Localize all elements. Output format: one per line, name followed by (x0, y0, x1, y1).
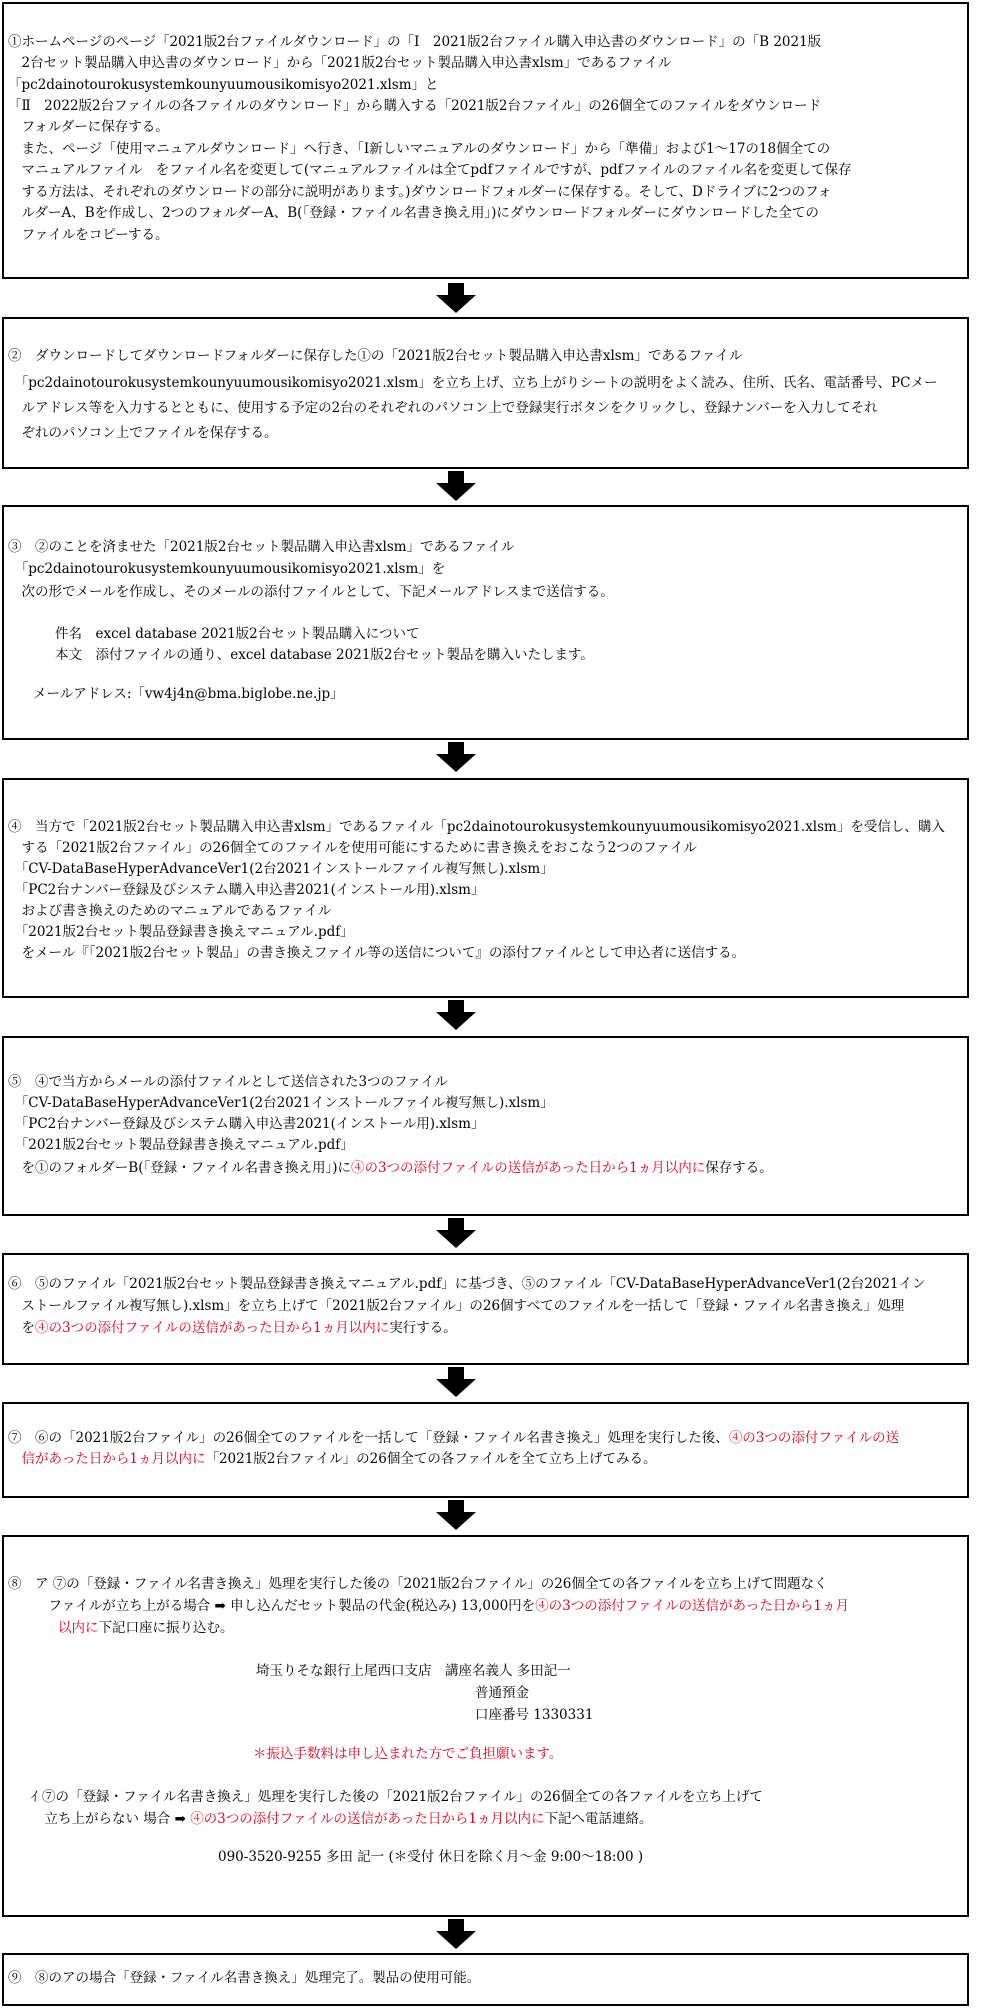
down-arrow-icon (436, 1500, 476, 1530)
step-7-text: 「2021版2台ファイル」の26個全ての各ファイルを全て立ち上げてみる。 (205, 1451, 657, 1467)
step-4-line-2: する「2021版2台ファイル」の26個全てのファイルを使用可能にするために書き換えをおこなう2つのファイル (8, 840, 697, 856)
step-2-line-1: ② ダウンロードしてダウンロードフォルダーに保存した①の「2021版2台セット製品購入申込書xlsm」であるファイル (8, 348, 743, 364)
deadline-note: ④の3つの添付ファイルの送信があった日から1ヵ月以内に (350, 1160, 706, 1176)
step-5-line-1: ⑤ ④で当方からメールの添付ファイルとして送信された3つのファイル (8, 1074, 448, 1090)
step-8-line-3 (58, 1618, 234, 1639)
mail-address: メールアドレス:「vw4j4n@bma.biglobe.ne.jp」 (33, 686, 344, 702)
step-6-text: を (8, 1320, 35, 1336)
step-8-text: ファイルが立ち上がる場合 ➡ 申し込んだセット製品の代金(税込み) 13,000円を (8, 1598, 536, 1614)
step-5-line-3: 「PC2台ナンバー登録及びシステム購入申込書2021(インストール用).xlsm」 (8, 1116, 485, 1132)
step-1-line-9: ルダーA、Bを作成し、2つのフォルダーA、B(「登録・ファイル名書き換え用」)にダウンロードフォルダーにダウンロードした全ての (8, 205, 819, 221)
step-5-line-4: 「2021版2台セット製品登録書き換えマニュアル.pdf」 (8, 1137, 354, 1153)
step-1-line-5: フォルダーに保存する。 (8, 119, 169, 135)
step-3-line-2: 「pc2dainotourokusystemkounyuumousikomisyo2021.xlsm」を (8, 561, 446, 577)
step-5-text: を①のフォルダーB(「登録・ファイル名書き換え用」)に (8, 1160, 351, 1176)
mail-subject: 件名 excel database 2021版2台セット製品購入について (55, 626, 420, 642)
down-arrow-icon (436, 742, 476, 772)
step-8-i-line-2 (31, 1809, 652, 1830)
step-6-line-1: ⑥ ⑤のファイル「2021版2台セット製品登録書き換えマニュアル.pdf」に基づき、⑤のファイル「CV-DataBaseHyperAdvanceVer1(2台2021イン (8, 1276, 926, 1292)
deadline-note: ④の3つの添付ファイルの送信があった日から1ヵ月以内に (35, 1320, 390, 1336)
step-6-text: 実行する。 (389, 1320, 457, 1336)
step-4-line-5: および書き換えのためのマニュアルであるファイル (8, 903, 332, 919)
step-1-line-2: 2台セット製品購入申込書のダウンロード」から「2021版2台セット製品購入申込書xlsm」であるファイル (8, 55, 672, 71)
step-2-line-3: ルアドレス等を入力するとともに、使用する予定の2台のそれぞれのパソコン上で登録実行ボタンをクリックし、登録ナンバーを入力してそれ (8, 400, 878, 416)
step-4-line-1: ④ 当方で「2021版2台セット製品購入申込書xlsm」であるファイル「pc2dainotourokusystemkounyuumousikomisyo2021.xlsm」を受信し、購入 (8, 819, 945, 835)
bank-branch: 埼玉りそな銀行上尾西口支店 講座名義人 多田記一 (256, 1663, 571, 1679)
mail-body: 本文 添付ファイルの通り、excel database 2021版2台セット製品を購入いたします。 (55, 647, 594, 663)
step-3-line-3: 次の形でメールを作成し、そのメールの添付ファイルとして、下記メールアドレスまで送信する。 (8, 584, 614, 600)
step-4-line-3: 「CV-DataBaseHyperAdvanceVer1(2台2021インストールファイル複写無し).xlsm」 (8, 861, 554, 877)
deadline-note: 以内に (58, 1620, 99, 1636)
step-1-line-10: ファイルをコピーする。 (8, 227, 169, 243)
account-number: 口座番号 1330331 (475, 1707, 594, 1723)
step-8-line-1: ⑧ ア ⑦の「登録・ファイル名書き換え」処理を実行した後の「2021版2台ファイル」の26個全ての各ファイルを立ち上げて問題なく (8, 1576, 828, 1592)
step-2-line-2: 「pc2dainotourokusystemkounyuumousikomisyo2021.xlsm」を立ち上げ、立ち上がりシートの説明をよく読み、住所、氏名、電話番号、PCメー (8, 375, 938, 391)
step-8-text: 下記口座に振り込む。 (98, 1620, 234, 1636)
step-5-text: 保存する。 (705, 1160, 773, 1176)
fee-note: ＊振込手数料は申し込まれた方でご負担願います。 (253, 1746, 563, 1762)
deadline-note: ④の3つの添付ファイルの送 (728, 1430, 900, 1446)
down-arrow-icon (436, 1367, 476, 1397)
step-1-line-1: ①ホームページのページ「2021版2台ファイルダウンロード」の「Ⅰ 2021版2台ファイル購入申込書のダウンロード」の「B 2021版 (8, 34, 822, 50)
deadline-note: ④の3つの添付ファイルの送信があった日から1ヵ月以内に (190, 1811, 545, 1827)
step-6-line-2: ストールファイル複写無し).xlsm」を立ち上げて「2021版2台ファイル」の26個すべてのファイルを一括して「登録・ファイル名書き換え」処理 (8, 1298, 905, 1314)
step-9-line-1: ⑨ ⑧のアの場合「登録・ファイル名書き換え」処理完了。製品の使用可能。 (8, 1970, 481, 1986)
contact-phone: 090-3520-9255 多田 記一 (＊受付 休日を除く月～金 9:00～18:00 ) (218, 1849, 644, 1865)
down-arrow-icon (436, 283, 476, 313)
down-arrow-icon (436, 1000, 476, 1030)
step-1-line-8: する方法は、それぞれのダウンロードの部分に説明があります。)ダウンロードフォルダーに保存する。そして、Dドライブに2つのフォ (8, 184, 832, 200)
step-4-line-4: 「PC2台ナンバー登録及びシステム購入申込書2021(インストール用).xlsm」 (8, 882, 485, 898)
deadline-note: ④の3つの添付ファイルの送信があった日から1ヵ月 (535, 1598, 849, 1614)
step-7-line-2 (8, 1449, 657, 1470)
step-4-line-7: をメール『「2021版2台セット製品」の書き換えファイル等の送信について』の添付ファイルとして申込者に送信する。 (8, 945, 746, 961)
step-8-text: 立ち上がらない 場合 ➡ (31, 1811, 191, 1827)
step-4-line-6: 「2021版2台セット製品登録書き換えマニュアル.pdf」 (8, 924, 354, 940)
step-8-i-line-1: ｲ ⑦の「登録・ファイル名書き換え」処理を実行した後の「2021版2台ファイル」の26個全ての各ファイルを立ち上げて (31, 1789, 763, 1805)
step-5-line-2: 「CV-DataBaseHyperAdvanceVer1(2台2021インストールファイル複写無し).xlsm」 (8, 1095, 554, 1111)
step-7-line-1 (8, 1428, 899, 1449)
step-1-line-7: マニュアルファイル をファイル名を変更して(マニュアルファイルは全てpdfファイルですが、pdfファイルのファイル名を変更して保存 (8, 162, 852, 178)
account-type: 普通預金 (475, 1685, 529, 1701)
step-1-line-6: また、ページ「使用マニュアルダウンロード」へ行き、「Ⅰ新しいマニュアルのダウンロード」から「準備」および1～17の18個全ての (8, 141, 831, 157)
down-arrow-icon (436, 1919, 476, 1949)
step-3-line-1: ③ ②のことを済ませた「2021版2台セット製品購入申込書xlsm」であるファイル (8, 539, 515, 555)
step-1-line-3: 「pc2dainotourokusystemkounyuumousikomisyo2021.xlsm」と (8, 77, 439, 93)
down-arrow-icon (436, 1218, 476, 1248)
step-7-text: ⑦ ⑥の「2021版2台ファイル」の26個全てのファイルを一括して「登録・ファイル名書き換え」処理を実行した後、 (8, 1430, 729, 1446)
step-1-line-4: 「Ⅱ 2022版2台ファイルの各ファイルのダウンロード」から購入する「2021版2台ファイル」の26個全てのファイルをダウンロード (8, 98, 822, 114)
step-6-line-3 (8, 1318, 457, 1339)
step-8-text: 下記へ電話連絡。 (544, 1811, 653, 1827)
step-5-line-5 (8, 1158, 773, 1179)
step-2-line-4: ぞれのパソコン上でファイルを保存する。 (8, 425, 278, 441)
step-8-line-2 (8, 1596, 849, 1617)
down-arrow-icon (436, 471, 476, 501)
deadline-note: 信があった日から1ヵ月以内に (8, 1451, 206, 1467)
